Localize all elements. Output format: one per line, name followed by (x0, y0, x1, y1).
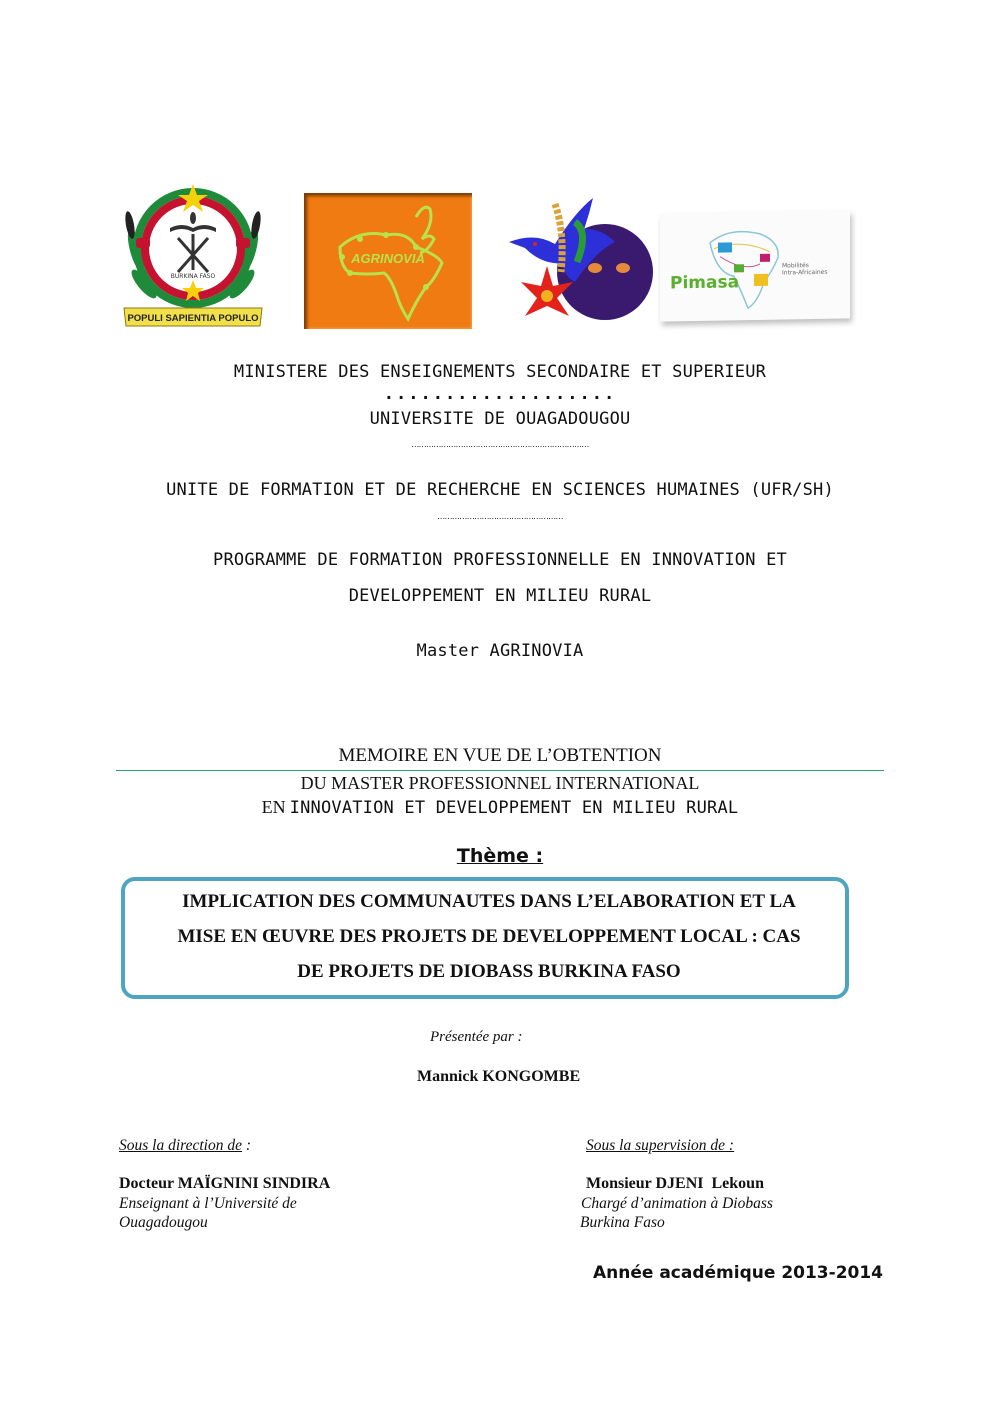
memoire-line-2: DU MASTER PROFESSIONNEL INTERNATIONAL (300, 773, 700, 793)
agrinovia-logo-text: AGRINOVIA (351, 251, 425, 266)
theme-label-text: Thème : (456, 845, 544, 867)
diobass-logo (505, 192, 655, 327)
master-name: Master AGRINOVIA (416, 641, 584, 661)
director-heading-text: Sous la direction de (119, 1137, 242, 1154)
memoire-line-3-rest: INNOVATION ET DEVELOPPEMENT EN MILIEU RURAL (289, 798, 739, 818)
supervisor-role-line-1: Chargé d’animation à Diobass (581, 1195, 773, 1212)
ministry-name: MINISTERE DES ENSEIGNEMENTS SECONDAIRE ET SUPERIEUR (233, 362, 767, 382)
theme-label (0, 845, 1000, 867)
separator-dots: ……………………………………………………………… (411, 440, 589, 449)
university-motto: POPULI SAPIENTIA POPULO (127, 313, 259, 324)
program-line-2: DEVELOPPEMENT EN MILIEU RURAL (348, 586, 652, 606)
pimasa-logo (660, 210, 850, 321)
pimasa-tagline-2: Intra-Africaines (782, 268, 828, 277)
agrinovia-logo (304, 193, 472, 329)
academic-year: Année académique 2013-2014 (593, 1263, 884, 1283)
director-heading (119, 1137, 251, 1155)
director-role-line-2: Ouagadougou (119, 1214, 208, 1231)
director-heading-colon: : (241, 1137, 252, 1154)
theme-title-line-3: DE PROJETS DE DIOBASS BURKINA FASO (297, 961, 681, 982)
university-name: UNIVERSITE DE OUAGADOUGOU (369, 409, 631, 429)
university-logo (122, 180, 264, 328)
program-line-1: PROGRAMME DE FORMATION PROFESSIONNELLE EN INNOVATION ET (213, 550, 787, 570)
author-name: Mannick KONGOMBE (417, 1068, 581, 1085)
pimasa-logo-text: Pimasa (670, 272, 740, 294)
theme-title-line-1: IMPLICATION DES COMMUNAUTES DANS L’ELABORATION ET LA (182, 891, 796, 912)
divider-line (116, 770, 884, 771)
separator-dots: ................... (383, 384, 617, 404)
theme-title-line-2: MISE EN ŒUVRE DES PROJETS DE DEVELOPPEMENT LOCAL : CAS (177, 926, 801, 947)
memoire-line-3 (0, 797, 1000, 818)
supervisor-name: Monsieur DJENI Lekoun (586, 1175, 764, 1192)
svg-text:BURKINA FASO: BURKINA FASO (170, 273, 216, 280)
memoire-line-1: MEMOIRE EN VUE DE L’OBTENTION (338, 745, 662, 766)
director-name: Docteur MAÏGNINI SINDIRA (119, 1175, 331, 1192)
supervisor-role-line-2: Burkina Faso (580, 1214, 665, 1231)
separator-dots: …………………………………………… (437, 512, 563, 521)
theme-box (121, 877, 849, 999)
ufr-name: UNITE DE FORMATION ET DE RECHERCHE EN SCIENCES HUMAINES (UFR/SH) (166, 480, 834, 500)
pimasa-tagline-1: Mobilités (782, 262, 809, 270)
presented-by-label: Présentée par : (430, 1029, 523, 1045)
supervisor-heading: Sous la supervision de : (586, 1137, 735, 1154)
memoire-line-3-prefix: EN (261, 797, 286, 817)
director-role-line-1: Enseignant à l’Université de (119, 1195, 297, 1212)
